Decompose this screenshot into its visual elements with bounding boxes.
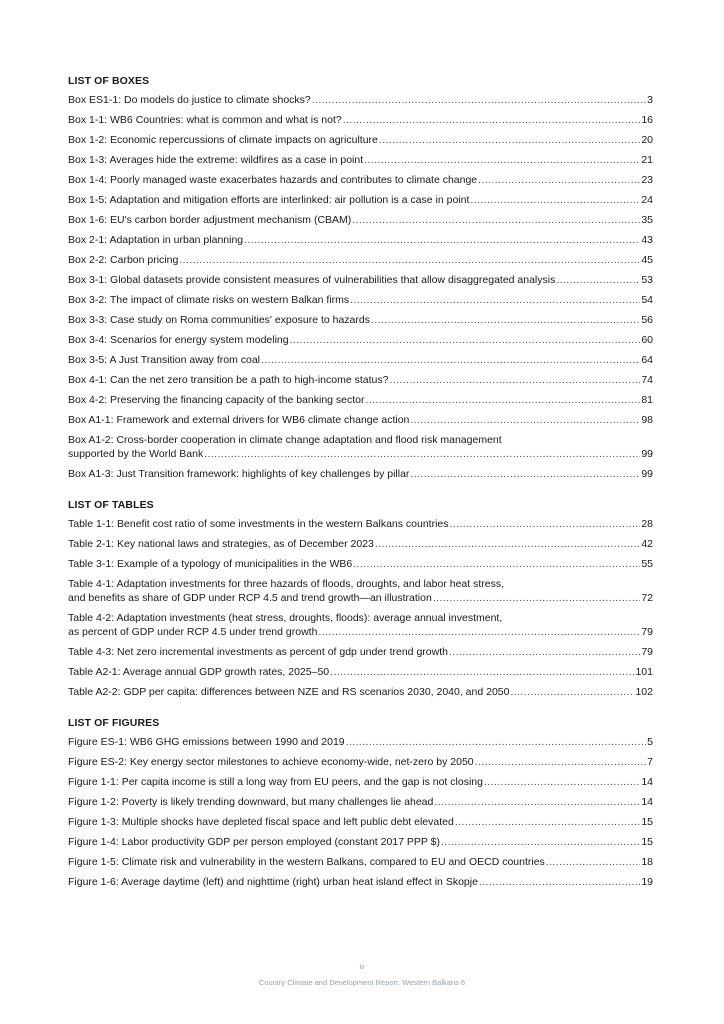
toc-entry[interactable] [68,233,653,247]
dot-leader [366,393,641,407]
toc-entry-title: Figure 1-6: Average daytime (left) and nighttime (right) urban heat island effect in Skopje [68,876,478,888]
dot-leader [364,153,640,167]
toc-entry-title: Table A2-2: GDP per capita: differences between NZE and RS scenarios 2030, 2040, and 2050 [68,686,510,698]
toc-entry-page-number: 64 [641,354,653,366]
toc-entry-title: supported by the World Bank [68,448,204,460]
dot-leader [450,517,641,531]
toc-entry-page-number: 20 [641,134,653,146]
toc-entry[interactable] [68,313,653,327]
toc-entry-page-number: 14 [641,796,653,808]
dot-leader [546,855,641,869]
toc-entry[interactable] [68,173,653,187]
toc-entry-title: Box 2-2: Carbon pricing [68,254,179,266]
toc-entry-title: Figure 1-1: Per capita income is still a long way from EU peers, and the gap is not closing [68,776,483,788]
toc-entry-title-line: Table 4-1: Adaptation investments for three hazards of floods, droughts, and labor heat stress, [68,578,505,590]
toc-entry-title: Box 1-4: Poorly managed waste exacerbates hazards and contributes to climate change [68,174,478,186]
toc-entry-page-number: 99 [641,448,653,460]
toc-entry-page-number: 14 [641,776,653,788]
report-title: Country Climate and Development Report: Western Balkans 6 [258,978,466,987]
dot-leader [478,173,640,187]
toc-entry-title-line: Box A1-2: Cross-border cooperation in climate change adaptation and flood risk management [68,434,502,446]
toc-entry[interactable] [68,775,653,789]
dot-leader [484,775,640,789]
toc-entry[interactable] [68,665,653,679]
page-number: iv [359,964,365,971]
dot-leader [343,113,641,127]
toc-entry[interactable] [68,815,653,829]
toc-entry[interactable] [68,293,653,307]
dot-leader [353,557,640,571]
toc-entry[interactable] [68,353,653,367]
toc-entry-title: Box 1-2: Economic repercussions of climate impacts on agriculture [68,134,378,146]
toc-entry[interactable] [68,835,653,849]
toc-entry[interactable] [68,557,653,571]
dot-leader [556,273,640,287]
toc-entry-page-number: 60 [641,334,653,346]
toc-entry-title: Table 3-1: Example of a typology of municipalities in the WB6 [68,558,353,570]
toc-entry-title-line: Table 4-2: Adaptation investments (heat stress, droughts, floods): average annual investment, [68,612,503,624]
toc-entry-page-number: 81 [641,394,653,406]
dot-leader [410,413,640,427]
toc-entry[interactable] [68,413,653,427]
list-of-boxes [68,74,653,481]
toc-entry-title: Box A1-3: Just Transition framework: highlights of key challenges by pillar [68,468,410,480]
dot-leader [318,625,640,639]
dot-leader [290,333,641,347]
toc-entry-title: Box 1-3: Averages hide the extreme: wildfires as a case in point [68,154,364,166]
toc-entry-page-number: 5 [647,736,653,748]
toc-list [68,517,653,699]
section-heading: LIST OF BOXES [68,75,150,87]
toc-entry-title: as percent of GDP under RCP 4.5 under trend growth [68,626,318,638]
toc-entry[interactable] [68,645,653,659]
toc-entry-title: Box ES1-1: Do models do justice to climate shocks? [68,94,311,106]
dot-leader [433,591,640,605]
toc-entry-page-number: 3 [647,94,653,106]
toc-entry-page-number: 54 [641,294,653,306]
dot-leader [449,645,640,659]
toc-entry[interactable] [68,153,653,167]
list-of-figures [68,716,653,889]
toc-entry-page-number: 56 [641,314,653,326]
dot-leader [261,353,640,367]
toc-entry-title: Box 2-1: Adaptation in urban planning [68,234,244,246]
toc-entry-title: Figure 1-5: Climate risk and vulnerability in the western Balkans, compared to EU and OECD countries [68,856,545,868]
toc-entry-page-number: 15 [641,836,653,848]
toc-entry[interactable] [68,393,653,407]
toc-entry-title: Box 3-3: Case study on Roma communities' exposure to hazards [68,314,370,326]
toc-entry[interactable] [68,133,653,147]
toc-entry-title: Figure ES-2: Key energy sector milestones to achieve economy-wide, net-zero by 2050 [68,756,474,768]
toc-entry[interactable] [68,735,653,749]
toc-entry-page-number: 16 [641,114,653,126]
toc-entry[interactable] [68,373,653,387]
dot-leader [470,193,640,207]
toc-entry[interactable] [68,193,653,207]
toc-entry-title: Box 1-6: EU's carbon border adjustment mechanism (CBAM) [68,214,352,226]
dot-leader [204,447,640,461]
toc-entry[interactable] [68,253,653,267]
toc-entry[interactable] [68,537,653,551]
dot-leader [346,735,647,749]
dot-leader [375,537,640,551]
toc-entry[interactable] [68,755,653,769]
toc-entry-title: Box A1-1: Framework and external drivers for WB6 climate change action [68,414,410,426]
toc-entry-title: Box 4-1: Can the net zero transition be a path to high-income status? [68,374,389,386]
toc-entry-page-number: 43 [641,234,653,246]
toc-entry-page-number: 7 [647,756,653,768]
toc-list [68,93,653,481]
toc-entry-page-number: 79 [641,626,653,638]
dot-leader [350,293,640,307]
toc-entry-title: Figure 1-3: Multiple shocks have depleted fiscal space and left public debt elevated [68,816,454,828]
toc-entry[interactable] [68,855,653,869]
dot-leader [475,755,647,769]
dot-leader [410,467,640,481]
dot-leader [330,665,634,679]
list-of-tables [68,498,653,699]
section-heading: LIST OF FIGURES [68,717,160,729]
dot-leader [389,373,640,387]
toc-entry-page-number: 74 [641,374,653,386]
toc-entry-title: Box 1-1: WB6 Countries: what is common and what is not? [68,114,342,126]
dot-leader [352,213,640,227]
toc-entry-title: Figure 1-4: Labor productivity GDP per person employed (constant 2017 PPP $) [68,836,440,848]
toc-entry[interactable] [68,611,653,639]
toc-entry-title: Box 3-4: Scenarios for energy system modeling [68,334,289,346]
toc-entry-title: Box 3-1: Global datasets provide consistent measures of vulnerabilities that allow disaggregated analysis [68,274,556,286]
toc-entry-title: Box 1-5: Adaptation and mitigation efforts are interlinked: air pollution is a case in point [68,194,470,206]
dot-leader [441,835,640,849]
dot-leader [312,93,646,107]
toc-entry-page-number: 72 [641,592,653,604]
toc-entry-page-number: 55 [641,558,653,570]
toc-entry-title: Table A2-1: Average annual GDP growth rates, 2025–50 [68,666,330,678]
toc-entry-title: Table 4-3: Net zero incremental investments as percent of gdp under trend growth [68,646,448,658]
toc-entry[interactable] [68,577,653,605]
dot-leader [371,313,640,327]
dot-leader [510,685,634,699]
toc-entry-page-number: 23 [641,174,653,186]
dot-leader [434,795,640,809]
toc-entry-page-number: 102 [635,686,653,698]
toc-entry-page-number: 19 [641,876,653,888]
toc-entry-page-number: 15 [641,816,653,828]
toc-entry-page-number: 24 [641,194,653,206]
dot-leader [244,233,640,247]
toc-entry-page-number: 18 [641,856,653,868]
toc-entry[interactable] [68,795,653,809]
document-content [68,74,653,906]
toc-entry[interactable] [68,113,653,127]
toc-entry[interactable] [68,333,653,347]
toc-entry-title: Table 2-1: Key national laws and strategies, as of December 2023 [68,538,374,550]
toc-entry[interactable] [68,467,653,481]
toc-list [68,735,653,889]
toc-entry-page-number: 98 [641,414,653,426]
toc-entry-page-number: 35 [641,214,653,226]
dot-leader [455,815,640,829]
toc-entry-title: Box 4-2: Preserving the financing capacity of the banking sector [68,394,365,406]
toc-entry-page-number: 21 [641,154,653,166]
toc-entry-page-number: 101 [635,666,653,678]
toc-entry-title: Table 1-1: Benefit cost ratio of some investments in the western Balkans countries [68,518,449,530]
toc-entry-title: Box 3-5: A Just Transition away from coal [68,354,261,366]
toc-entry[interactable] [68,875,653,889]
toc-entry-page-number: 45 [641,254,653,266]
dot-leader [179,253,640,267]
toc-entry[interactable] [68,213,653,227]
toc-entry-page-number: 79 [641,646,653,658]
toc-entry-title: and benefits as share of GDP under RCP 4.5 and trend growth—an illustration [68,592,432,604]
dot-leader [379,133,640,147]
toc-entry-page-number: 53 [641,274,653,286]
toc-entry-page-number: 99 [641,468,653,480]
toc-entry[interactable] [68,273,653,287]
toc-entry[interactable] [68,93,653,107]
toc-entry-page-number: 28 [641,518,653,530]
toc-entry-title: Figure 1-2: Poverty is likely trending downward, but many challenges lie ahead [68,796,434,808]
dot-leader [479,875,640,889]
toc-entry[interactable] [68,685,653,699]
toc-entry-title: Box 3-2: The impact of climate risks on western Balkan firms [68,294,350,306]
toc-entry[interactable] [68,517,653,531]
toc-entry-page-number: 42 [641,538,653,550]
toc-entry-title: Figure ES-1: WB6 GHG emissions between 1990 and 2019 [68,736,345,748]
section-heading: LIST OF TABLES [68,499,154,511]
toc-entry[interactable] [68,433,653,461]
